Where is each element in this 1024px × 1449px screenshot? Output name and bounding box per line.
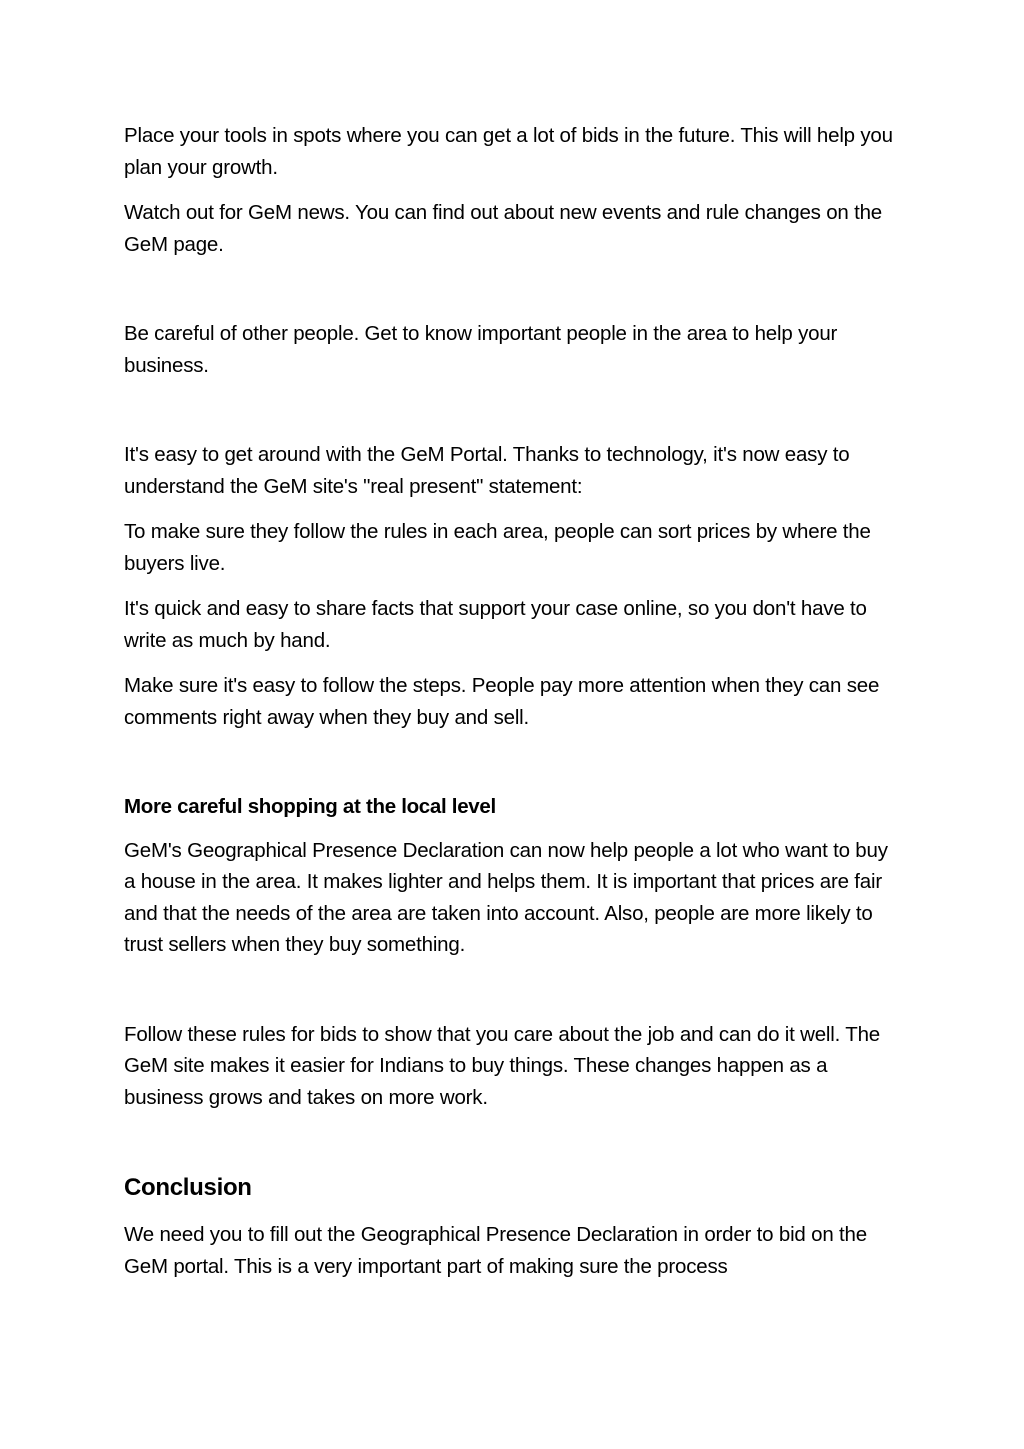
section-heading-conclusion: Conclusion <box>124 1174 252 1201</box>
paragraph-follow-rules: Follow these rules for bids to show that you care about the job and can do it well. The GeM site makes it easier for Indians to buy things. These changes happen as a business grows and takes on more work. <box>124 1022 880 1109</box>
paragraph-gem-portal: It's easy to get around with the GeM Portal. Thanks to technology, it's now easy to understand the GeM site's "real present" statement: <box>124 443 850 498</box>
paragraph-gem-news: Watch out for GeM news. You can find out about new events and rule changes on the GeM page. <box>124 201 882 256</box>
paragraph-follow-steps: Make sure it's easy to follow the steps. People pay more attention when they can see comments right away when they buy and sell. <box>124 674 880 729</box>
section-subheading-local-shopping: More careful shopping at the local level <box>124 795 496 818</box>
paragraph-sort-prices: To make sure they follow the rules in each area, people can sort prices by where the buyers live. <box>124 520 871 575</box>
paragraph-share-facts: It's quick and easy to share facts that support your case online, so you don't have to write as much by hand. <box>124 597 867 652</box>
paragraph-other-people: Be careful of other people. Get to know important people in the area to help your business. <box>124 322 838 377</box>
paragraph-tools-placement: Place your tools in spots where you can get a lot of bids in the future. This will help you plan your growth. <box>124 124 893 179</box>
document-body <box>124 120 896 1282</box>
paragraph-geographical-presence: GeM's Geographical Presence Declaration can now help people a lot who want to buy a house in the area. It makes lighter and helps them. It is important that prices are fair and that the needs of the area are taken into account. Also, people are more likely to trust sellers when they buy something. <box>124 838 888 956</box>
paragraph-conclusion: We need you to fill out the Geographical Presence Declaration in order to bid on the GeM portal. This is a very important part of making sure the process <box>124 1223 867 1278</box>
